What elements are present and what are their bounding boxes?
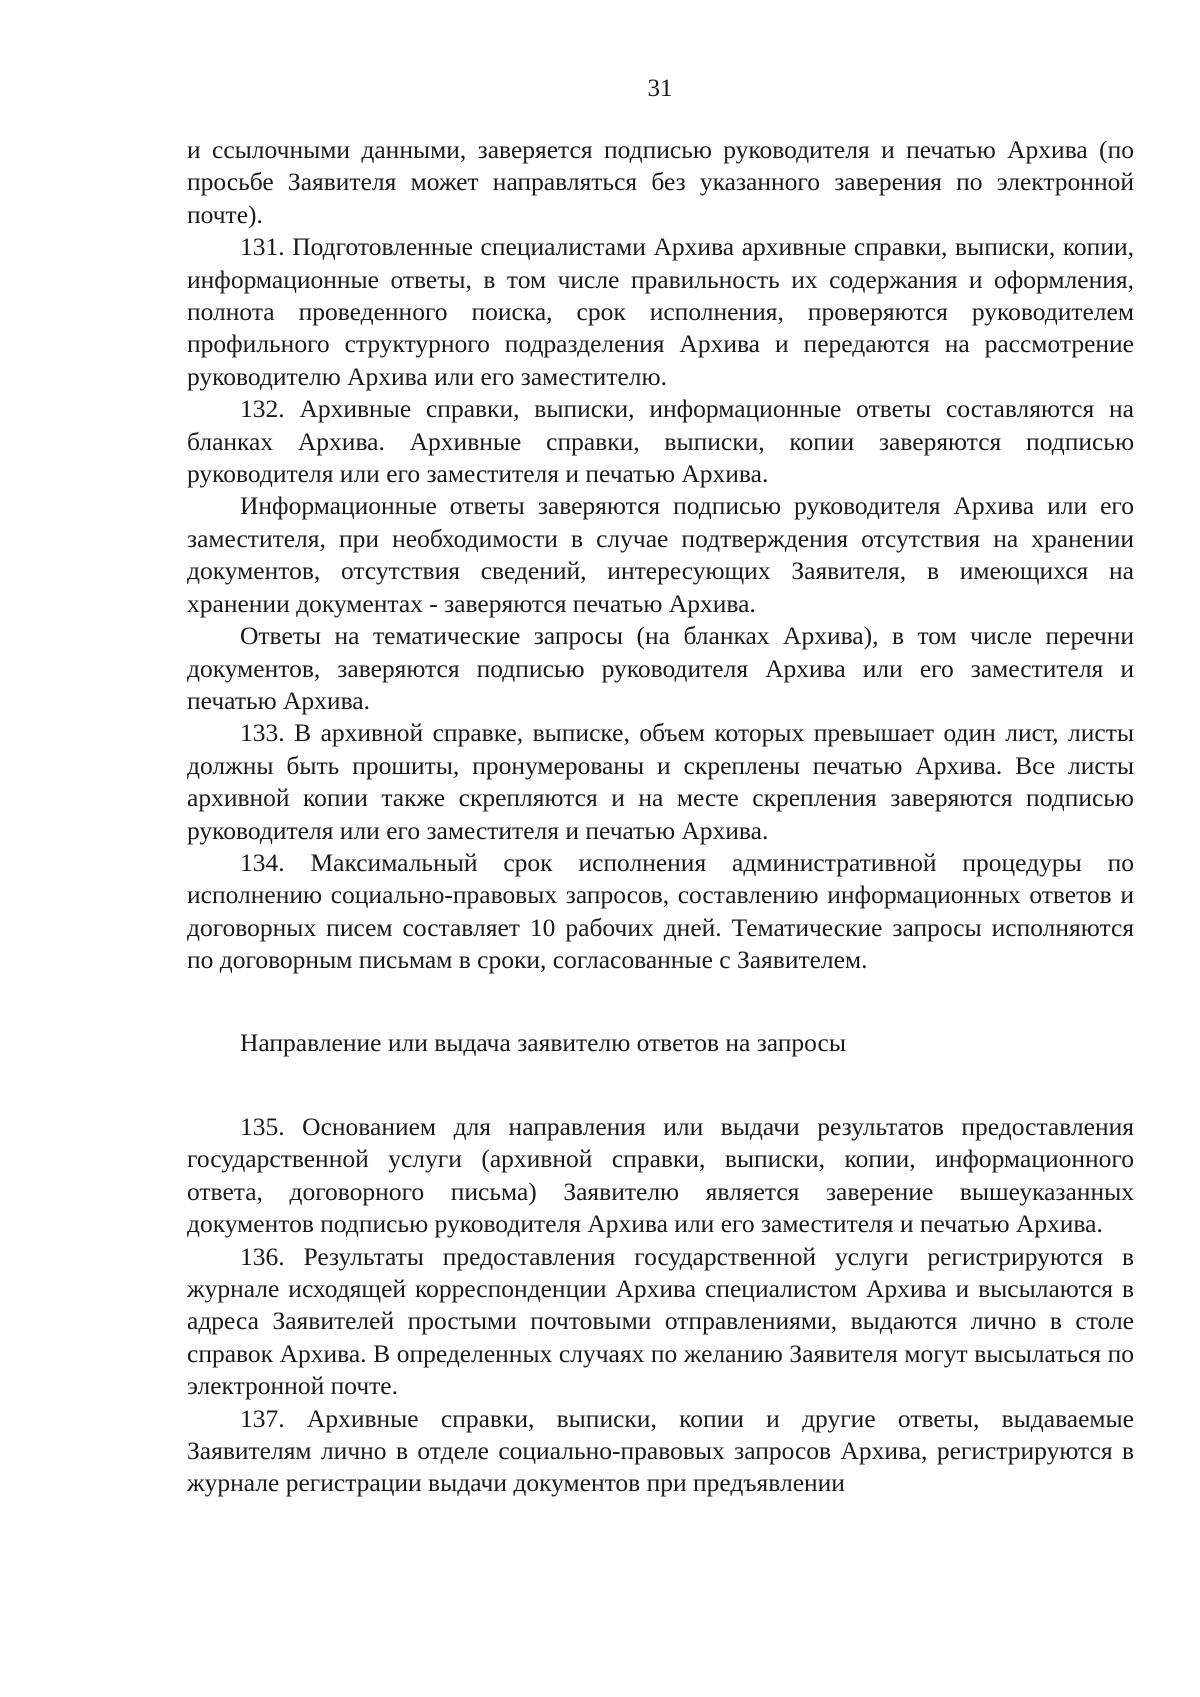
paragraph-137: 137. Архивные справки, выписки, копии и другие ответы, выдаваемые Заявителям лично в отделе социально-правовых запросов Архива, регистрируются в журнале регистрации выдачи документов при предъявлении bbox=[187, 1403, 1134, 1498]
paragraph-informational-answers: Информационные ответы заверяются подписью руководителя Архива или его заместителя, при необходимости в случае подтверждения отсутствия на хранении документов, отсутствия сведений, интересующих Заявителя, в имеющихся на хранении документах - заверяются печатью Архива. bbox=[187, 491, 1134, 618]
paragraph-135: 135. Основанием для направления или выдачи результатов предоставления государственной услуги (архивной справки, выписки, копии, информационного ответа, договорного письма) Заявителю является заверение вышеуказанных документов подписью руководителя Архива или его заместителя и печатью Архива. bbox=[187, 1111, 1134, 1239]
paragraph-continuation: и ссылочными данными, заверяется подписью руководителя и печатью Архива (по просьбе Заявителя может направляться без указанного заверения по электронной почте). bbox=[187, 135, 1134, 229]
paragraph-thematic-answers: Ответы на тематические запросы (на бланках Архива), в том числе перечни документов, заверяются подписью руководителя Архива или его заместителя и печатью Архива. bbox=[187, 621, 1134, 715]
paragraph-131: 131. Подготовленные специалистами Архива архивные справки, выписки, копии, информационные ответы, в том числе правильность их содержания и оформления, полнота проведенного поиска, срок исполнения, проверяются руководителем профильного структурного подразделения Архива и передаются на рассмотрение руководителю Архива или его заместителю. bbox=[187, 232, 1134, 391]
section-heading: Направление или выдача заявителю ответов на запросы bbox=[240, 1027, 846, 1057]
paragraph-132: 132. Архивные справки, выписки, информационные ответы составляются на бланках Архива. Архивные справки, выписки, копии заверяются подписью руководителя или его заместителя и печатью Архива. bbox=[187, 394, 1134, 489]
page-number: 31 bbox=[647, 75, 673, 102]
paragraph-134: 134. Максимальный срок исполнения административной процедуры по исполнению социально-правовых запросов, составлению информационных ответов и договорных писем составляет 10 рабочих дней. Тематические запросы исполняются по договорным письмам в сроки, согласованные с Заявителем. bbox=[187, 847, 1134, 975]
paragraph-136: 136. Результаты предоставления государственной услуги регистрируются в журнале исходящей корреспонденции Архива специалистом Архива и высылаются в адреса Заявителей простыми почтовыми отправлениями, выдаются лично в столе справок Архива. В определенных случаях по желанию Заявителя могут высылаться по электронной почте. bbox=[187, 1241, 1134, 1401]
paragraph-133: 133. В архивной справке, выписке, объем которых превышает один лист, листы должны быть прошиты, пронумерованы и скреплены печатью Архива. Все листы архивной копии также скрепляются и на месте скрепления заверяются подписью руководителя или его заместителя и печатью Архива. bbox=[187, 718, 1134, 845]
document-body bbox=[187, 134, 1134, 1500]
